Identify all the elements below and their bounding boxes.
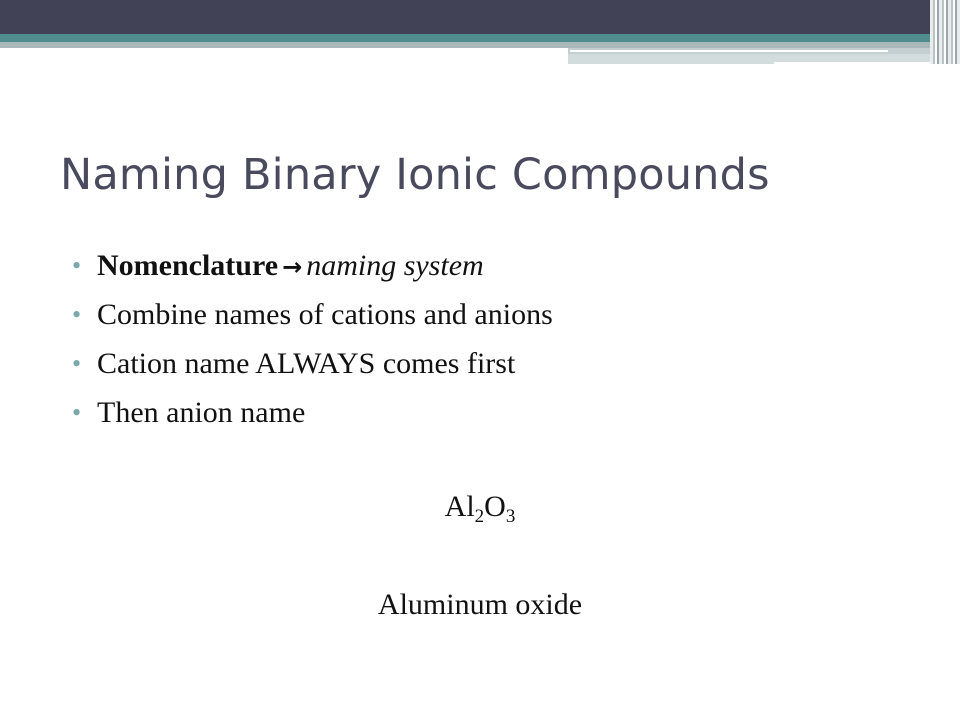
header-band-teal — [0, 34, 960, 42]
formula-element-oxygen: O — [484, 490, 506, 523]
bullet-item — [72, 342, 553, 391]
formula-element-aluminum: Al — [444, 490, 475, 523]
bullet-text: Combine names of cations and anions — [97, 298, 553, 331]
formula-subscript: 2 — [474, 506, 485, 527]
bullet-dot-icon: • — [72, 251, 82, 280]
right-arrow-icon: → — [282, 253, 303, 281]
bullet-text: Then anion name — [97, 396, 306, 429]
bullet-dot-icon: • — [72, 349, 82, 378]
bullet-definition: naming system — [306, 249, 484, 282]
header-highlight-line — [570, 50, 888, 52]
bullet-dot-icon: • — [72, 398, 82, 427]
bullet-item — [72, 293, 553, 342]
bullet-item — [72, 244, 553, 293]
bullet-item — [72, 391, 553, 440]
bullet-text: Cation name ALWAYS comes first — [97, 347, 516, 380]
slide-title: Naming Binary Ionic Compounds — [60, 150, 770, 200]
header-band-dark — [0, 0, 960, 34]
bullet-term: Nomenclature — [97, 249, 279, 282]
chemical-formula — [0, 490, 960, 527]
formula-subscript: 3 — [505, 506, 516, 527]
header-edge-stripes — [930, 0, 960, 64]
bullet-list — [72, 244, 553, 440]
bullet-dot-icon: • — [72, 300, 82, 329]
compound-name: Aluminum oxide — [377, 588, 583, 621]
